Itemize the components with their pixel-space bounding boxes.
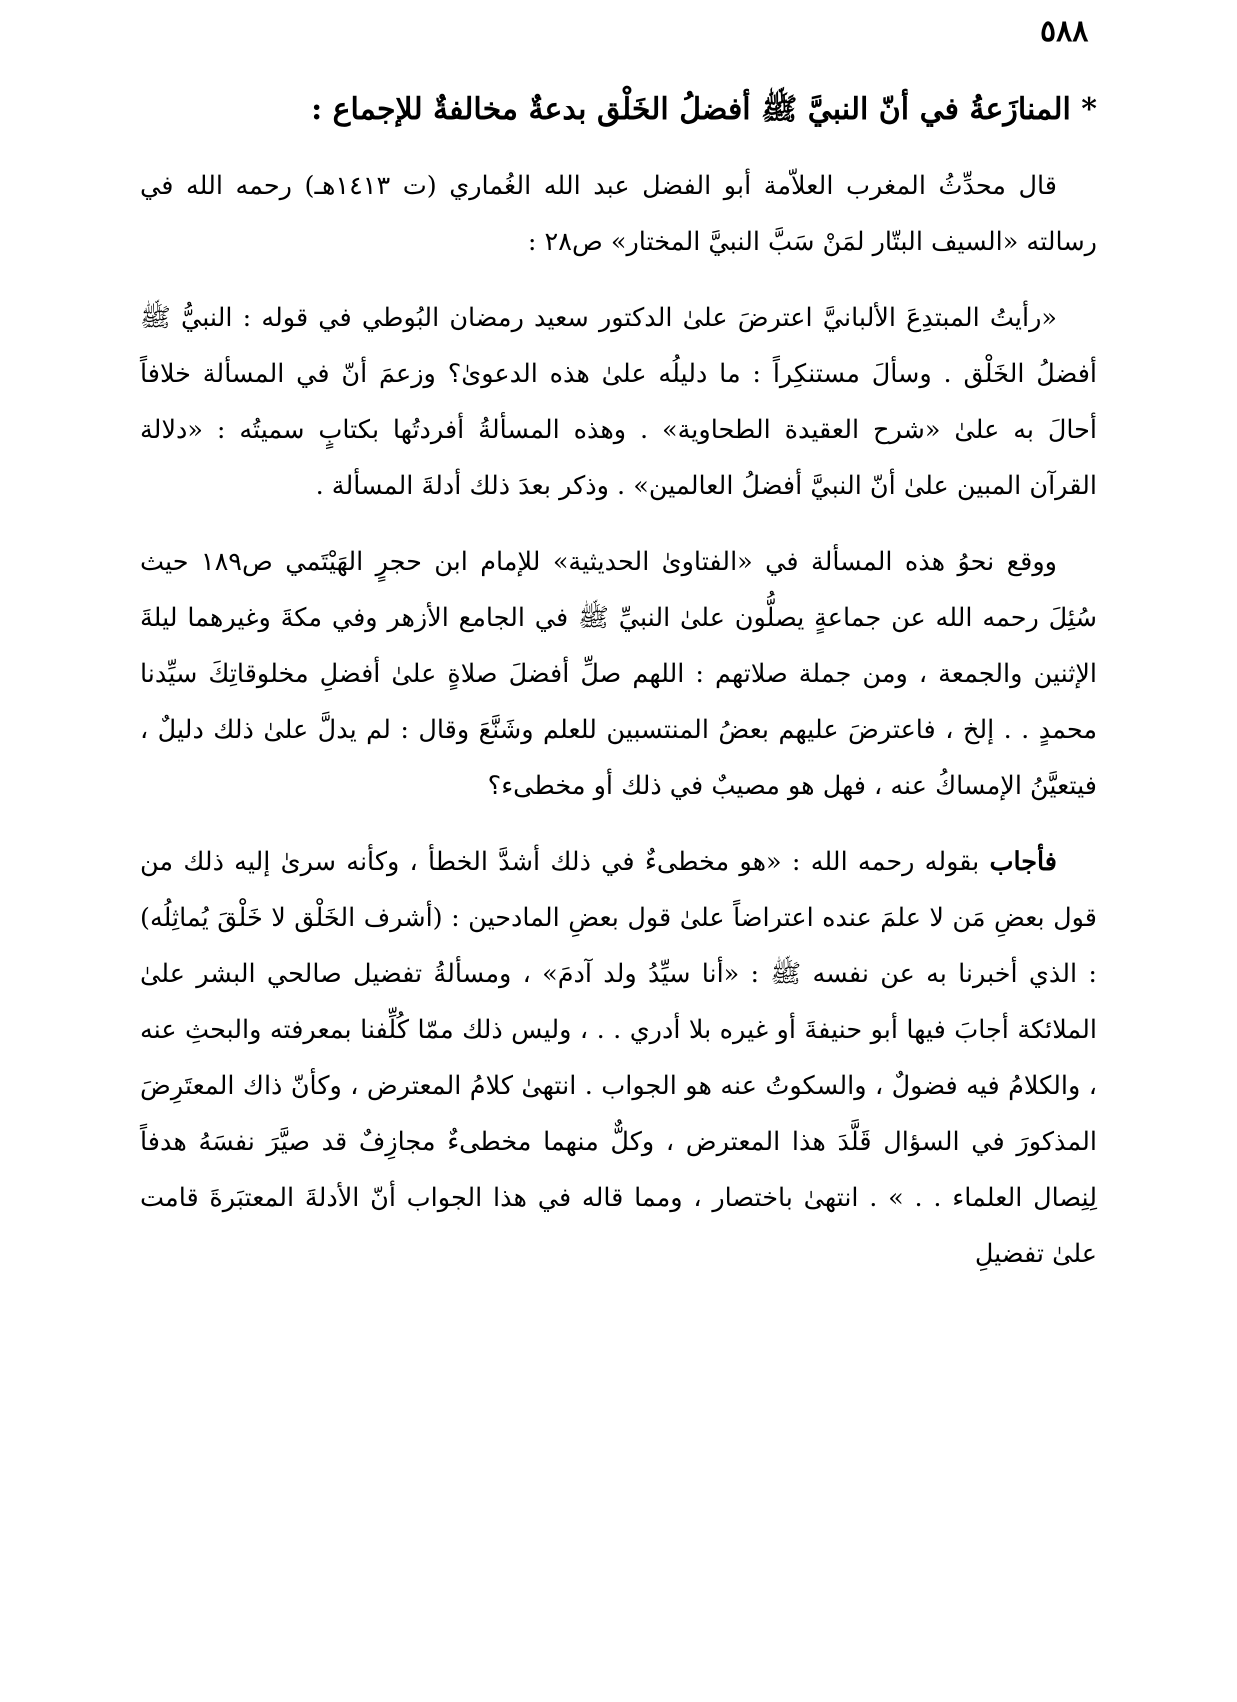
paragraph-answer: [140, 834, 1097, 1282]
paragraph-text: ووقع نحوُ هذه المسألة في «الفتاوىٰ الحديثية» للإمام ابن حجرٍ الهَيْتَمي ص١٨٩ حيث سُئِلَ رحمه الله عن جماعةٍ يصلُّون علىٰ النبيِّ ﷺ في الجامع الأزهر وفي مكةَ وغيرهما ليلةَ الإثنين والجمعة ، ومن جملة صلاتهم : اللهم صلِّ أفضلَ صلاةٍ علىٰ أفضلِ مخلوقاتِكَ سيِّدنا محمدٍ . . إلخ ، فاعترضَ عليهم بعضُ المنتسبين للعلم وشَنَّعَ وقال : لم يدلَّ علىٰ ذلك دليلٌ ، فيتعيَّنُ الإمساكُ عنه ، فهل هو مصيبٌ في ذلك أو مخطىء؟: [140, 547, 1097, 801]
paragraph-intro: [140, 158, 1097, 270]
paragraph-text: «رأيتُ المبتدِعَ الألبانيَّ اعترضَ علىٰ الدكتور سعيد رمضان البُوطي في قوله : النبيُّ ﷺ أفضلُ الخَلْق . وسألَ مستنكِراً : ما دليلُه علىٰ هذه الدعوىٰ؟ وزعمَ أنّ في المسألة خلافاً أحالَ به علىٰ «شرح العقيدة الطحاوية» . وهذه المسألةُ أفردتُها بكتابٍ سميتُه : «دلالة القرآن المبين علىٰ أنّ النبيَّ أفضلُ العالمين» . وذكر بعدَ ذلك أدلةَ المسألة .: [140, 303, 1097, 501]
page-number: ٥٨٨: [1040, 14, 1089, 49]
page-content: [140, 80, 1097, 1302]
section-heading: * المنازَعةُ في أنّ النبيَّ ﷺ أفضلُ الخَلْق بدعةٌ مخالفةٌ للإجماع :: [311, 92, 1097, 127]
paragraph-fatawa: [140, 534, 1097, 814]
paragraph-text: قال محدِّثُ المغرب العلاّمة أبو الفضل عبد الله الغُماري (ت ١٤١٣هـ) رحمه الله في رسالته «السيف البتّار لمَنْ سَبَّ النبيَّ المختار» ص٢٨ :: [140, 171, 1097, 257]
paragraph-albani-quote: [140, 290, 1097, 514]
paragraph-text: بقوله رحمه الله : «هو مخطىءٌ في ذلك أشدَّ الخطأ ، وكأنه سرىٰ إليه ذلك من قول بعضِ مَن لا علمَ عنده اعتراضاً علىٰ قول بعضِ المادحين : (أشرف الخَلْق لا خَلْقَ يُماثِلُه) : الذي أخبرنا به عن نفسه ﷺ : «أنا سيِّدُ ولد آدمَ» ، ومسألةُ تفضيل صالحي البشر علىٰ الملائكة أجابَ فيها أبو حنيفةَ أو غيره بلا أدري . . ، وليس ذلك ممّا كُلِّفنا بمعرفته والبحثِ عنه ، والكلامُ فيه فضولٌ ، والسكوتُ عنه هو الجواب . انتهىٰ كلامُ المعترض ، وكأنّ ذاك المعتَرِضَ المذكورَ في السؤال قَلَّدَ هذا المعترض ، وكلٌّ منهما مخطىءٌ مجازِفٌ قد صيَّرَ نفسَهُ هدفاً لِنِصال العلماء . . » . انتهىٰ باختصار ، ومما قاله في هذا الجواب أنّ الأدلةَ المعتبَرةَ قامت علىٰ تفضيلِ: [140, 847, 1097, 1269]
paragraph-lead-word: فأجاب: [989, 847, 1057, 877]
